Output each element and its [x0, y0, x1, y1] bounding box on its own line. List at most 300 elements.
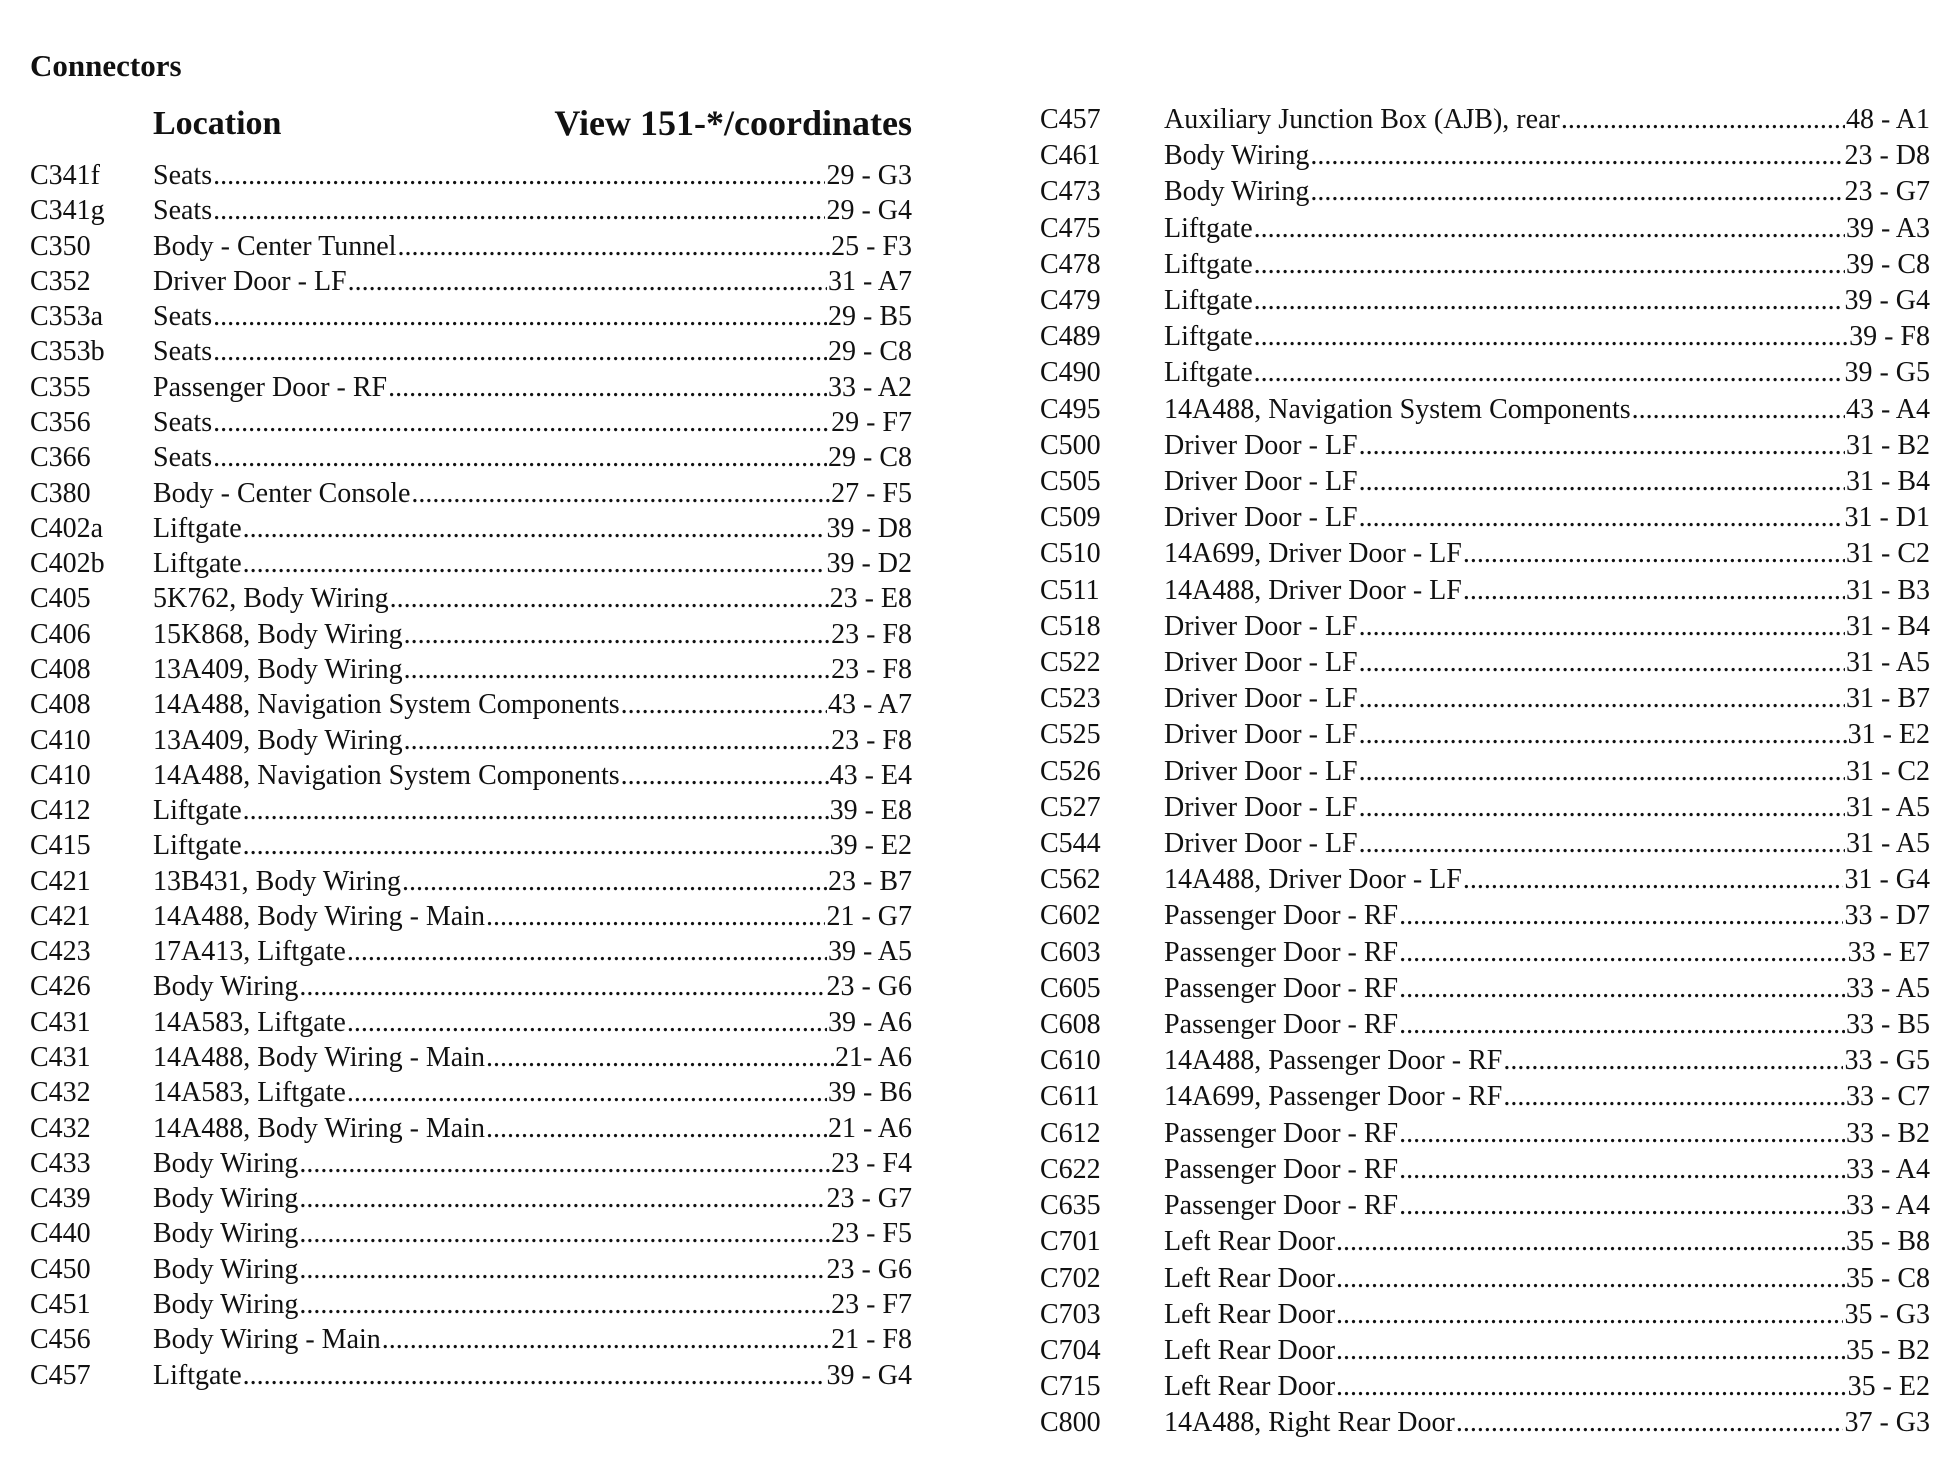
dot-leader: [348, 266, 827, 298]
connector-id: C408: [30, 653, 91, 685]
connector-location: Liftgate: [153, 795, 242, 827]
dot-leader: [1359, 719, 1847, 751]
view-coordinate-ref: 33 - C7: [1846, 1081, 1930, 1113]
dot-leader: [486, 901, 825, 933]
connector-row: [1040, 647, 1930, 679]
view-coordinate-ref: 31 - B3: [1846, 574, 1930, 606]
connector-row: [1040, 864, 1930, 896]
connector-row: [30, 654, 912, 686]
connector-row: [30, 936, 912, 968]
connector-row: [30, 548, 912, 580]
dot-leader: [1463, 864, 1844, 896]
connector-id: C800: [1040, 1407, 1101, 1439]
connector-location: 14A488, Navigation System Components: [153, 759, 620, 791]
dot-leader: [243, 830, 829, 862]
dot-leader: [404, 619, 831, 651]
connector-id: C701: [1040, 1226, 1101, 1258]
view-coordinate-ref: 35 - G3: [1844, 1298, 1930, 1330]
connector-location: Body Wiring: [153, 971, 299, 1003]
dot-leader: [213, 301, 827, 333]
view-coordinate-ref: 23 - F8: [831, 724, 912, 756]
dot-leader: [621, 760, 829, 792]
connector-id: C562: [1040, 864, 1101, 896]
connector-location: Body Wiring: [1164, 140, 1310, 172]
dot-leader: [1359, 466, 1845, 498]
connector-location: 14A488, Body Wiring - Main: [153, 1042, 486, 1074]
connector-location: Liftgate: [153, 830, 242, 862]
dot-leader: [347, 1007, 827, 1039]
dot-leader: [299, 971, 825, 1003]
connector-id: C703: [1040, 1298, 1101, 1330]
view-coordinate-ref: 33 - G5: [1844, 1045, 1930, 1077]
view-coordinate-ref: 33 - A4: [1846, 1153, 1930, 1185]
view-coordinate-ref: 31 - D1: [1844, 502, 1930, 534]
connector-id: C505: [1040, 466, 1101, 498]
connector-location: Liftgate: [1164, 285, 1253, 317]
connector-row: [1040, 285, 1930, 317]
dot-leader: [1399, 1118, 1845, 1150]
view-coordinate-ref: 43 - E4: [829, 759, 912, 791]
connector-row: [30, 195, 912, 227]
connector-row: [1040, 213, 1930, 245]
connector-row: [30, 513, 912, 545]
connector-row: [30, 1324, 912, 1356]
connector-row: [1040, 756, 1930, 788]
connector-location: Passenger Door - RF: [1164, 1009, 1399, 1041]
connector-location: Driver Door - LF: [1164, 755, 1358, 787]
connector-id: C451: [30, 1289, 91, 1320]
view-coordinate-ref: 23 - F5: [831, 1218, 912, 1250]
connector-location: Auxiliary Junction Box (AJB), rear: [1164, 104, 1560, 135]
connector-row: [1040, 538, 1930, 570]
view-coordinate-ref: 31 - B2: [1846, 429, 1930, 461]
connector-location: 14A488, Driver Door - LF: [1164, 864, 1462, 896]
connector-location: 13A409, Body Wiring: [153, 724, 403, 756]
dot-leader: [411, 478, 830, 510]
connector-row: [1040, 719, 1930, 751]
location-column-header: Location: [153, 105, 282, 142]
connector-location: Seats: [153, 195, 213, 227]
connector-row: [1040, 900, 1930, 932]
connector-row: [1040, 1407, 1930, 1439]
connector-id: C602: [1040, 900, 1101, 932]
connector-location: 14A488, Body Wiring - Main: [153, 900, 486, 932]
connector-id: C431: [30, 1042, 91, 1074]
dot-leader: [1463, 538, 1845, 570]
connector-location: Liftgate: [153, 1359, 242, 1391]
dot-leader: [1503, 1081, 1845, 1113]
connector-location: Driver Door - LF: [1164, 429, 1358, 461]
connector-id: C622: [1040, 1153, 1101, 1185]
view-coordinate-ref: 35 - B2: [1846, 1334, 1930, 1366]
dot-leader: [299, 1183, 825, 1215]
view-coordinate-ref: 33 - E7: [1847, 936, 1930, 968]
connector-row: [30, 725, 912, 757]
view-coordinate-ref: 23 - F8: [831, 618, 912, 650]
connector-location: Driver Door - LF: [1164, 791, 1358, 823]
view-coordinate-ref: 29 - G4: [826, 195, 912, 227]
connector-location: Left Rear Door: [1164, 1371, 1336, 1403]
connector-location: 14A699, Passenger Door - RF: [1164, 1081, 1503, 1113]
connector-row: [1040, 357, 1930, 389]
connector-id: C608: [1040, 1009, 1101, 1041]
dot-leader: [1359, 792, 1845, 824]
view-coordinate-ref: 35 - E2: [1847, 1371, 1930, 1403]
connector-location: Passenger Door - RF: [153, 371, 388, 403]
connector-row: [30, 1360, 912, 1392]
connector-location: Left Rear Door: [1164, 1226, 1336, 1258]
connector-location: Driver Door - LF: [1164, 466, 1358, 498]
dot-leader: [1463, 575, 1845, 607]
view-coordinate-ref: 39 - D8: [826, 512, 912, 544]
dot-leader: [1254, 213, 1845, 245]
connector-id: C341g: [30, 195, 105, 227]
view-coordinate-ref: 31 - B4: [1846, 466, 1930, 498]
dot-leader: [1359, 647, 1845, 679]
view-coordinate-ref: 23 - G6: [826, 1253, 912, 1285]
dot-leader: [213, 407, 830, 439]
view-coordinate-ref: 39 - E8: [829, 795, 912, 827]
connector-id: C341f: [30, 160, 100, 191]
connector-id: C432: [30, 1112, 91, 1144]
connector-row: [1040, 792, 1930, 824]
connector-row: [1040, 683, 1930, 715]
connector-id: C518: [1040, 610, 1101, 642]
connector-row: [30, 901, 912, 933]
dot-leader: [347, 936, 827, 968]
connector-id: C353b: [30, 336, 105, 368]
connector-id: C353a: [30, 301, 104, 333]
dot-leader: [1399, 900, 1843, 932]
connector-row: [1040, 104, 1930, 136]
connector-id: C490: [1040, 357, 1101, 389]
connector-id: C421: [30, 900, 91, 932]
connector-row: [30, 231, 912, 263]
view-coordinate-ref: 33 - A5: [1846, 972, 1930, 1004]
connector-row: [1040, 1045, 1930, 1077]
connector-id: C702: [1040, 1262, 1101, 1294]
connector-row: [1040, 1190, 1930, 1222]
connector-location: Driver Door - LF: [1164, 502, 1358, 534]
connector-row: [1040, 1371, 1930, 1403]
connector-row: [30, 407, 912, 439]
connector-location: 14A583, Liftgate: [153, 1077, 346, 1109]
connector-location: Seats: [153, 442, 213, 474]
connector-id: C366: [30, 442, 91, 474]
connector-id: C479: [1040, 285, 1101, 317]
connector-location: Passenger Door - RF: [1164, 1190, 1399, 1222]
dot-leader: [1254, 285, 1844, 317]
connector-id: C456: [30, 1324, 91, 1356]
view-coordinate-ref: 39 - G5: [1844, 357, 1930, 389]
connector-row: [1040, 1081, 1930, 1113]
connector-location: Liftgate: [1164, 321, 1253, 353]
view-coordinate-ref: 23 - G7: [1844, 176, 1930, 208]
view-coordinate-ref: 29 - G3: [826, 160, 912, 191]
connector-row: [30, 1183, 912, 1215]
connector-location: Driver Door - LF: [153, 265, 347, 297]
dot-leader: [299, 1218, 830, 1250]
connector-location: Seats: [153, 336, 213, 368]
view-coordinate-ref: 31 - A7: [828, 265, 912, 297]
dot-leader: [390, 583, 829, 615]
connector-id: C423: [30, 936, 91, 968]
dot-leader: [621, 689, 827, 721]
connector-id: C402b: [30, 548, 105, 580]
dot-leader: [402, 866, 827, 898]
view-coordinate-ref: 23 - B7: [828, 865, 912, 897]
dot-leader: [1399, 1190, 1845, 1222]
dot-leader: [299, 1289, 830, 1321]
dot-leader: [486, 1113, 827, 1145]
connector-location: Body Wiring: [1164, 176, 1310, 208]
connector-location: Seats: [153, 406, 213, 438]
view-coordinate-ref: 25 - F3: [831, 230, 912, 262]
view-coordinate-ref: 23 - G7: [826, 1183, 912, 1215]
connector-row: [30, 866, 912, 898]
dot-leader: [1336, 1263, 1845, 1295]
connector-row: [30, 971, 912, 1003]
dot-leader: [213, 195, 825, 227]
connector-location: Liftgate: [1164, 212, 1253, 244]
connector-id: C635: [1040, 1190, 1101, 1222]
connector-id: C544: [1040, 828, 1101, 860]
view-coordinate-ref: 33 - B2: [1846, 1117, 1930, 1149]
connector-location: Liftgate: [1164, 357, 1253, 389]
connector-location: Driver Door - LF: [1164, 719, 1358, 751]
connector-row: [30, 795, 912, 827]
connector-location: 14A488, Driver Door - LF: [1164, 574, 1462, 606]
connector-location: Passenger Door - RF: [1164, 972, 1399, 1004]
connector-row: [1040, 321, 1930, 353]
view-coordinate-ref: 23 - D8: [1844, 140, 1930, 172]
connector-id: C457: [30, 1359, 91, 1391]
dot-leader: [243, 513, 826, 545]
view-coordinate-ref: 33 - A4: [1846, 1190, 1930, 1222]
connector-row: [1040, 1299, 1930, 1331]
view-coordinate-ref: 29 - F7: [831, 406, 912, 438]
connector-id: C495: [1040, 393, 1101, 425]
dot-leader: [1359, 611, 1845, 643]
connector-id: C457: [1040, 104, 1101, 135]
connector-row: [30, 1148, 912, 1180]
connector-row: [1040, 1263, 1930, 1295]
connector-id: C511: [1040, 574, 1100, 606]
dot-leader: [1336, 1335, 1845, 1367]
connector-location: 14A488, Passenger Door - RF: [1164, 1045, 1503, 1077]
view-coordinate-ref: 23 - G6: [826, 971, 912, 1003]
connector-id: C431: [30, 1006, 91, 1038]
view-coordinate-ref: 29 - C8: [828, 442, 912, 474]
connector-location: 15K868, Body Wiring: [153, 618, 403, 650]
page-title: Connectors: [30, 48, 182, 83]
view-coordinate-ref: 23 - F7: [831, 1289, 912, 1320]
connector-id: C433: [30, 1147, 91, 1179]
connector-location: Liftgate: [1164, 248, 1253, 280]
dot-leader: [1399, 1154, 1845, 1186]
view-coordinate-ref: 48 - A1: [1846, 104, 1930, 135]
view-coordinate-ref: 39 - C8: [1846, 248, 1930, 280]
connector-location: Passenger Door - RF: [1164, 1153, 1399, 1185]
connector-row: [30, 336, 912, 368]
view-coordinate-ref: 39 - A6: [828, 1006, 912, 1038]
dot-leader: [299, 1148, 830, 1180]
connector-row: [1040, 466, 1930, 498]
dot-leader: [1359, 430, 1845, 462]
connector-id: C415: [30, 830, 91, 862]
connector-location: Seats: [153, 160, 213, 191]
view-coordinates-column-header: View 151-*/coordinates: [554, 103, 912, 143]
connector-location: Liftgate: [153, 548, 242, 580]
connector-row: [1040, 1118, 1930, 1150]
view-coordinate-ref: 33 - D7: [1844, 900, 1930, 932]
connector-location: Passenger Door - RF: [1164, 1117, 1399, 1149]
connector-id: C473: [1040, 176, 1101, 208]
connector-id: C412: [30, 795, 91, 827]
connector-location: 13A409, Body Wiring: [153, 653, 403, 685]
dot-leader: [1336, 1299, 1843, 1331]
view-coordinate-ref: 29 - B5: [828, 301, 912, 333]
connector-id: C478: [1040, 248, 1101, 280]
view-coordinate-ref: 39 - G4: [826, 1359, 912, 1391]
connector-id: C432: [30, 1077, 91, 1109]
view-coordinate-ref: 27 - F5: [831, 477, 912, 509]
view-coordinate-ref: 23 - E8: [829, 583, 912, 615]
connector-id: C612: [1040, 1117, 1101, 1149]
connector-location: 14A488, Right Rear Door: [1164, 1407, 1455, 1439]
dot-leader: [1456, 1407, 1844, 1439]
connector-location: Driver Door - LF: [1164, 828, 1358, 860]
connector-row: [30, 1007, 912, 1039]
view-coordinate-ref: 31 - A5: [1846, 647, 1930, 679]
dot-leader: [388, 372, 827, 404]
connector-location: Passenger Door - RF: [1164, 936, 1399, 968]
view-coordinate-ref: 33 - B5: [1846, 1009, 1930, 1041]
dot-leader: [1254, 249, 1845, 281]
dot-leader: [1359, 683, 1845, 715]
connector-row: [1040, 973, 1930, 1005]
dot-leader: [243, 548, 826, 580]
connector-location: 14A488, Body Wiring - Main: [153, 1112, 486, 1144]
connector-id: C410: [30, 759, 91, 791]
connector-row: [1040, 937, 1930, 969]
connector-row: [30, 372, 912, 404]
connector-location: Body Wiring: [153, 1253, 299, 1285]
view-coordinate-ref: 39 - B6: [828, 1077, 912, 1109]
dot-leader: [1359, 502, 1844, 534]
view-coordinate-ref: 21 - F8: [831, 1324, 912, 1356]
connector-location: Left Rear Door: [1164, 1334, 1336, 1366]
connector-id: C527: [1040, 791, 1101, 823]
connector-row: [1040, 176, 1930, 208]
dot-leader: [243, 1360, 826, 1392]
view-coordinate-ref: 23 - F8: [831, 653, 912, 685]
connector-row: [30, 160, 912, 192]
connector-id: C475: [1040, 212, 1101, 244]
connector-row: [30, 478, 912, 510]
view-coordinate-ref: 23 - F4: [831, 1147, 912, 1179]
connector-location: Left Rear Door: [1164, 1298, 1336, 1330]
dot-leader: [404, 654, 831, 686]
connector-location: Body Wiring: [153, 1183, 299, 1215]
connector-id: C715: [1040, 1371, 1101, 1403]
dot-leader: [1310, 140, 1843, 172]
connector-row: [30, 760, 912, 792]
connector-row: [30, 1289, 912, 1321]
connector-row: [1040, 140, 1930, 172]
dot-leader: [1359, 756, 1845, 788]
connector-location: Driver Door - LF: [1164, 610, 1358, 642]
dot-leader: [1310, 176, 1843, 208]
connector-id: C439: [30, 1183, 91, 1215]
connector-location: Liftgate: [153, 512, 242, 544]
connector-row: [1040, 394, 1930, 426]
view-coordinate-ref: 21 - A6: [828, 1112, 912, 1144]
connector-location: Driver Door - LF: [1164, 683, 1358, 715]
connector-id: C440: [30, 1218, 91, 1250]
view-coordinate-ref: 37 - G3: [1844, 1407, 1930, 1439]
connector-id: C704: [1040, 1334, 1101, 1366]
connector-id: C523: [1040, 683, 1101, 715]
connector-row: [1040, 575, 1930, 607]
connector-id: C410: [30, 724, 91, 756]
connector-id: C522: [1040, 647, 1101, 679]
dot-leader: [1254, 321, 1848, 353]
connector-row: [30, 830, 912, 862]
connector-location: 17A413, Liftgate: [153, 936, 346, 968]
view-coordinate-ref: 31 - C2: [1846, 538, 1930, 570]
connector-id: C450: [30, 1253, 91, 1285]
view-coordinate-ref: 43 - A4: [1846, 393, 1930, 425]
connector-location: Driver Door - LF: [1164, 647, 1358, 679]
view-coordinate-ref: 29 - C8: [828, 336, 912, 368]
connector-location: Body - Center Console: [153, 477, 411, 509]
connector-location: Left Rear Door: [1164, 1262, 1336, 1294]
connector-row: [30, 689, 912, 721]
connector-id: C350: [30, 230, 91, 262]
connector-row: [1040, 828, 1930, 860]
connector-id: C355: [30, 371, 91, 403]
connector-list-left: [30, 160, 912, 1392]
connector-location: Body Wiring: [153, 1218, 299, 1250]
connector-id: C611: [1040, 1081, 1100, 1113]
connector-location: Body Wiring - Main: [153, 1324, 381, 1356]
dot-leader: [1632, 394, 1845, 426]
dot-leader: [382, 1324, 830, 1356]
dot-leader: [213, 442, 827, 474]
view-coordinate-ref: 21 - G7: [826, 900, 912, 932]
connector-row: [1040, 430, 1930, 462]
dot-leader: [486, 1042, 834, 1074]
connector-location: 14A583, Liftgate: [153, 1006, 346, 1038]
connector-row: [1040, 249, 1930, 281]
view-coordinate-ref: 39 - F8: [1849, 321, 1930, 353]
connector-row: [30, 1042, 912, 1074]
connector-row: [1040, 1009, 1930, 1041]
dot-leader: [1336, 1226, 1845, 1258]
view-coordinate-ref: 35 - C8: [1846, 1262, 1930, 1294]
connector-id: C526: [1040, 755, 1101, 787]
connector-location: 14A699, Driver Door - LF: [1164, 538, 1462, 570]
view-coordinate-ref: 39 - G4: [1844, 285, 1930, 317]
connector-id: C402a: [30, 512, 104, 544]
connector-row: [1040, 1335, 1930, 1367]
view-coordinate-ref: 39 - A3: [1846, 212, 1930, 244]
dot-leader: [213, 336, 827, 368]
dot-leader: [1399, 1009, 1845, 1041]
dot-leader: [404, 725, 831, 757]
connector-row: [30, 266, 912, 298]
